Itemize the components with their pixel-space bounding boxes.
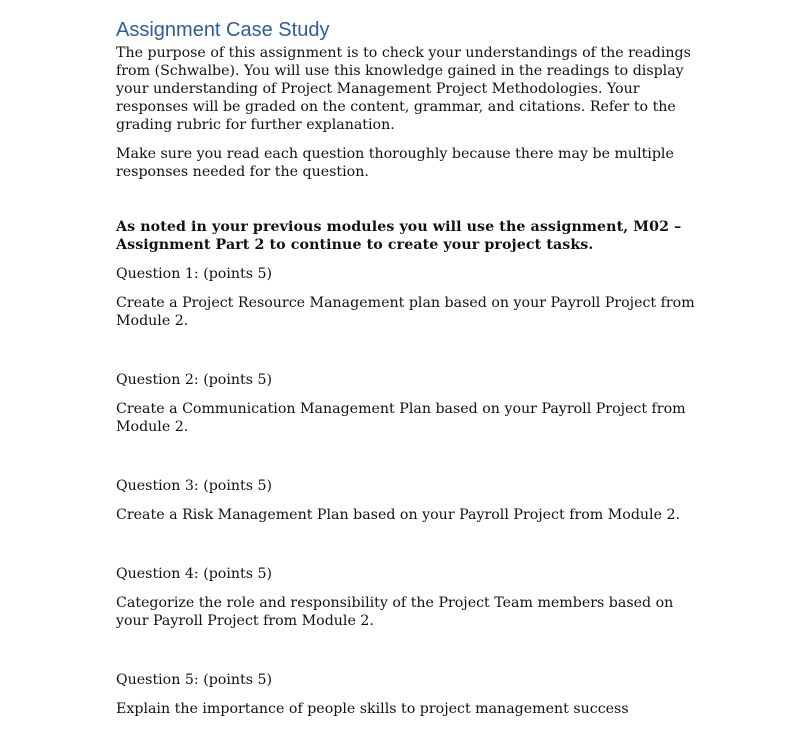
question-text: Create a Communication Management Plan based on your Payroll Project from Module 2. [116, 401, 686, 435]
question-label: Question 1: (points 5) [116, 266, 273, 282]
question-block-2 [116, 371, 696, 436]
question-label: Question 2: (points 5) [116, 372, 273, 388]
project-tasks-note: As noted in your previous modules you will use the assignment, M02 – Assignment Part 2 to continue to create your project tasks. [116, 219, 682, 253]
question-block-5 [116, 671, 696, 718]
question-block-1 [116, 265, 696, 330]
intro-paragraph: The purpose of this assignment is to check your understandings of the readings from (Schwalbe). You will use this knowledge gained in the readings to display your understanding of Project Management Project Methodologies. Your responses will be graded on the content, grammar, and citations. Refer to the grading rubric for further explanation. [116, 45, 691, 133]
instruction-note-paragraph: Make sure you read each question thoroughly because there may be multiple responses needed for the question. [116, 146, 674, 180]
question-block-3 [116, 477, 696, 524]
document-title: Assignment Case Study [116, 19, 330, 41]
question-text: Explain the importance of people skills to project management success [116, 701, 629, 717]
question-label: Question 3: (points 5) [116, 478, 273, 494]
question-text: Create a Project Resource Management plan based on your Payroll Project from Module 2. [116, 295, 695, 329]
question-label: Question 4: (points 5) [116, 566, 273, 582]
document-page [116, 18, 696, 718]
question-text: Create a Risk Management Plan based on your Payroll Project from Module 2. [116, 507, 681, 523]
question-text: Categorize the role and responsibility of the Project Team members based on your Payroll Project from Module 2. [116, 595, 674, 629]
question-label: Question 5: (points 5) [116, 672, 273, 688]
question-block-4 [116, 565, 696, 630]
